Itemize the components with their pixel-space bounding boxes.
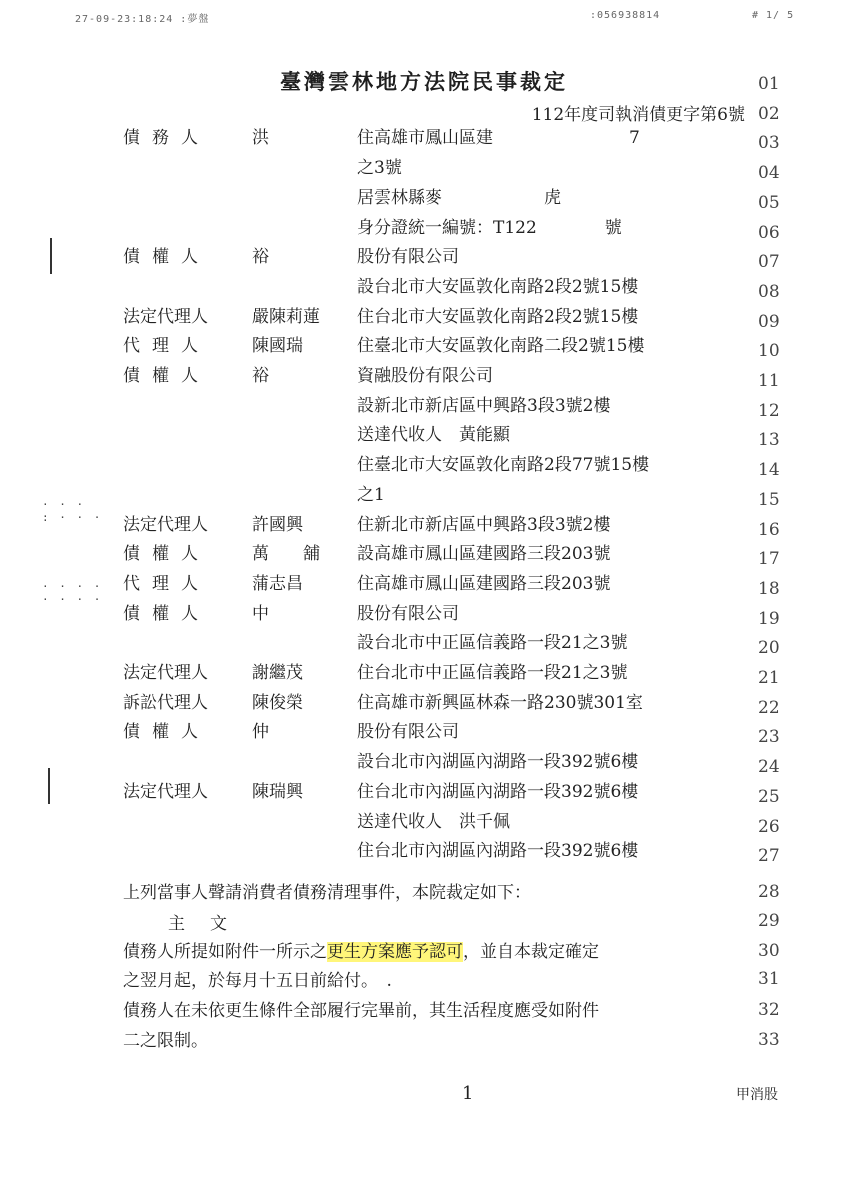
party-role: 債權人	[123, 603, 210, 624]
body-line-31	[0, 966, 848, 996]
line-number: 23	[758, 727, 780, 748]
line-09	[0, 302, 848, 332]
party-role: 債權人	[123, 366, 210, 386]
party-role: 法定代理人	[123, 781, 208, 802]
page-number: 1	[462, 1083, 474, 1104]
line-number: 18	[758, 578, 780, 599]
fax-header-page: # 1/ 5	[752, 10, 795, 21]
line-number: 20	[758, 638, 780, 659]
line-27	[0, 836, 848, 866]
party-address: 居雲林縣麥 虎	[357, 187, 561, 208]
line-number: 09	[758, 311, 780, 332]
line-number: 19	[758, 608, 780, 629]
line-number: 27	[758, 846, 780, 867]
line-number: 03	[758, 133, 780, 154]
fax-header-left: 27-09-23:18:24 :夢盤	[75, 14, 210, 25]
line-15	[0, 480, 848, 510]
line-number: 22	[758, 697, 780, 718]
line-05	[0, 183, 848, 213]
party-role: 債權人	[123, 722, 210, 743]
party-address: 住新北市新店區中興路3段3號2樓	[357, 514, 611, 535]
line-number: 25	[758, 786, 780, 807]
party-address: 住高雄市新興區林森一路230號301室	[357, 692, 643, 713]
line-26	[0, 807, 848, 837]
line-number: 11	[758, 371, 780, 391]
body-line-28	[0, 878, 848, 908]
scan-mark	[50, 238, 52, 274]
party-address: 設台北市內湖區內湖路一段392號6樓	[357, 752, 639, 773]
party-address: 住台北市大安區敦化南路2段2號15樓	[357, 306, 639, 327]
line-number: 26	[758, 816, 780, 837]
line-13	[0, 420, 848, 450]
party-name: 萬 舖	[252, 544, 320, 565]
party-address: 股份有限公司	[357, 722, 459, 743]
party-name: 陳俊榮	[252, 692, 303, 713]
party-address: 住台北市中正區信義路一段21之3號	[357, 663, 628, 683]
party-role: 代理人	[123, 336, 210, 357]
line-number: 30	[758, 941, 780, 961]
party-name: 嚴陳莉蓮	[252, 306, 320, 327]
line-03	[0, 123, 848, 153]
party-address: 住台北市內湖區內湖路一段392號6樓	[357, 781, 639, 802]
line-number: 17	[758, 549, 780, 570]
highlighted-text: 更生方案應予認可	[327, 942, 463, 962]
line-number: 15	[758, 489, 780, 510]
line-19	[0, 599, 848, 629]
body-line-29	[0, 909, 848, 939]
scan-dots: · · · · · · · ·	[42, 580, 103, 606]
line-10	[0, 331, 848, 361]
line-number: 12	[758, 400, 780, 421]
body-line-32	[0, 996, 848, 1026]
line-number: 21	[758, 668, 780, 688]
ruling-text: 債務人所提如附件一所示之更生方案應予認可，並自本裁定確定	[123, 942, 599, 962]
party-name: 陳國瑞	[252, 336, 303, 357]
line-17	[0, 539, 848, 569]
line-number: 01	[758, 74, 780, 94]
party-address: 設台北市大安區敦化南路2段2號15樓	[357, 276, 639, 297]
party-address: 設台北市中正區信義路一段21之3號	[357, 633, 628, 654]
main-text-heading: 主 文	[168, 914, 231, 934]
line-14	[0, 450, 848, 480]
line-22	[0, 688, 848, 718]
line-number: 32	[758, 1000, 780, 1020]
party-role: 法定代理人	[123, 514, 208, 535]
scan-dots: · · · : · · ·	[42, 498, 103, 524]
party-name: 洪	[252, 128, 269, 149]
line-11	[0, 361, 848, 391]
party-address: 股份有限公司	[357, 247, 459, 268]
case-number: 112年度司執消債更字第6號	[531, 105, 745, 125]
fax-header-number: :056938814	[590, 10, 661, 21]
party-address: 資融股份有限公司	[357, 366, 493, 386]
line-23	[0, 717, 848, 747]
line-12	[0, 391, 848, 421]
body-line-33	[0, 1026, 848, 1056]
party-address: 設高雄市鳳山區建國路三段203號	[357, 544, 611, 565]
party-role: 代理人	[123, 573, 210, 594]
line-06	[0, 213, 848, 243]
document-title: 臺灣雲林地方法院民事裁定	[280, 69, 568, 94]
line-number: 24	[758, 757, 780, 778]
line-number: 14	[758, 460, 780, 481]
line-number: 28	[758, 882, 780, 902]
line-08	[0, 272, 848, 302]
line-number: 08	[758, 281, 780, 302]
party-address: 住臺北市大安區敦化南路2段77號15樓	[357, 455, 650, 476]
party-name: 許國興	[252, 514, 303, 535]
ruling-text: 二之限制。	[123, 1031, 208, 1051]
party-address: 設新北市新店區中興路3段3號2樓	[357, 395, 611, 416]
line-04	[0, 153, 848, 183]
line-number: 16	[758, 519, 780, 540]
ruling-text: 之翌月起，於每月十五日前給付。 .	[123, 971, 392, 991]
line-21	[0, 658, 848, 688]
party-address: 股份有限公司	[357, 603, 459, 624]
line-number: 10	[758, 341, 780, 362]
party-address: 住臺北市大安區敦化南路二段2號15樓	[357, 336, 645, 357]
party-name: 中	[252, 603, 269, 624]
party-address: 送達代收人 黃能顯	[357, 425, 510, 446]
party-role: 法定代理人	[123, 306, 208, 327]
party-name: 裕	[252, 247, 269, 268]
party-role: 債權人	[123, 544, 210, 565]
party-address: 住高雄市鳳山區建 7	[357, 128, 640, 149]
line-18	[0, 569, 848, 599]
line-number: 33	[758, 1030, 780, 1050]
party-name: 謝繼茂	[252, 663, 303, 683]
line-16	[0, 510, 848, 540]
line-01	[0, 64, 848, 94]
line-number: 06	[758, 222, 780, 243]
party-name: 裕	[252, 366, 269, 386]
party-role: 債務人	[123, 128, 210, 149]
party-address: 身分證統一編號：T122 號	[357, 217, 622, 238]
line-number: 31	[758, 969, 780, 989]
party-role: 法定代理人	[123, 663, 208, 683]
line-02	[0, 94, 848, 124]
ruling-intro: 上列當事人聲請消費者債務清理事件，本院裁定如下：	[123, 883, 531, 903]
department-label: 甲消股	[736, 1087, 778, 1103]
line-20	[0, 628, 848, 658]
party-name: 仲	[252, 722, 269, 743]
line-number: 05	[758, 192, 780, 213]
line-number: 04	[758, 163, 780, 184]
party-address: 住高雄市鳳山區建國路三段203號	[357, 573, 611, 594]
party-role: 訴訟代理人	[123, 692, 208, 713]
body-line-30	[0, 937, 848, 967]
line-number: 29	[758, 911, 780, 931]
party-address: 送達代收人 洪千佩	[357, 811, 510, 832]
party-address: 之1	[357, 484, 385, 505]
line-number: 02	[758, 103, 780, 124]
party-address: 之3號	[357, 158, 402, 179]
scan-mark	[48, 768, 50, 804]
party-role: 債權人	[123, 247, 210, 268]
party-name: 陳瑞興	[252, 781, 303, 802]
line-07	[0, 242, 848, 272]
line-25	[0, 777, 848, 807]
party-address: 住台北市內湖區內湖路一段392號6樓	[357, 841, 639, 862]
line-24	[0, 747, 848, 777]
ruling-text: 債務人在未依更生條件全部履行完畢前，其生活程度應受如附件	[123, 1001, 599, 1021]
party-name: 蒲志昌	[252, 573, 303, 594]
line-number: 13	[758, 430, 780, 451]
line-number: 07	[758, 252, 780, 273]
